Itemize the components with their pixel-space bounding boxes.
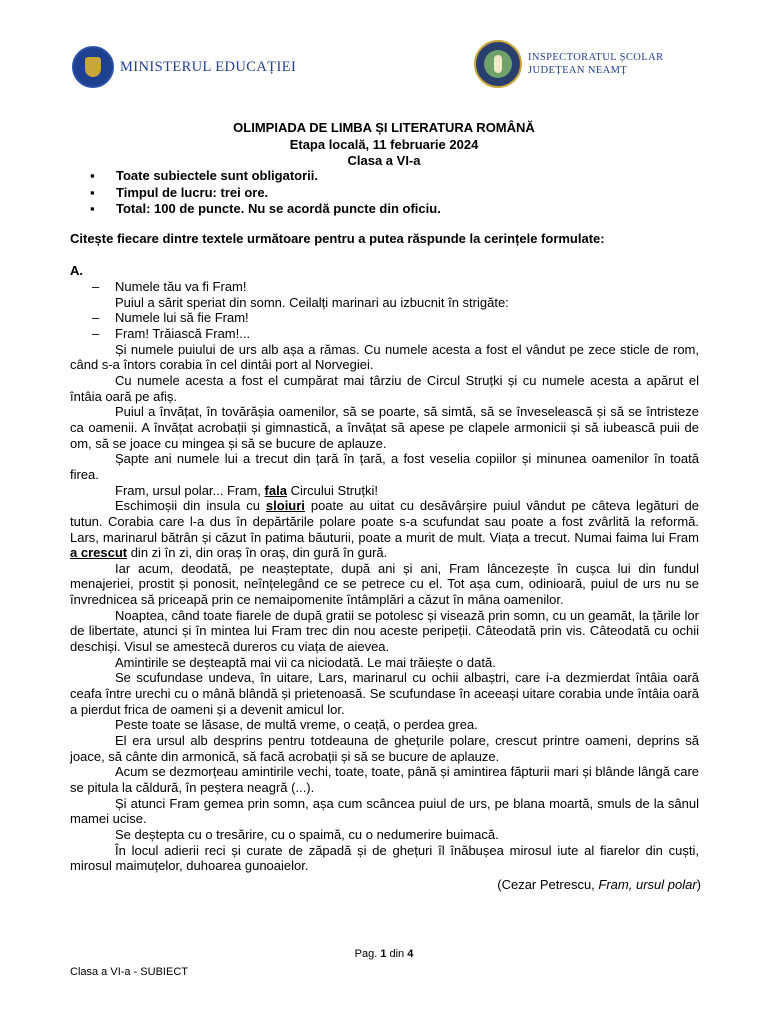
ministry-logo	[72, 46, 296, 88]
source-open: (Cezar Petrescu,	[497, 877, 599, 892]
rule-item: ▪ Timpul de lucru: trei ore.	[90, 185, 441, 202]
instruction: Citește fiecare dintre textele următoare pentru a putea răspunde la cerințele formulate:	[70, 231, 605, 246]
paragraph: Se scufundase undeva, în uitare, Lars, marinarul cu ochii albaștri, care i-a dezmierdat întâia oară ceafa între urechi cu o mână blândă și prietenoasă. Se scufundase în aceeași uitare corabia unde întâia oară a pierdut frica de oameni și a devenit amicul lor.	[70, 670, 699, 717]
inspectorate-emblem-icon	[474, 40, 522, 88]
paragraph: Amintirile se deșteaptă mai vii ca niciodată. Le mai trăiește o dată.	[115, 654, 496, 670]
paragraph: Și atunci Fram gemea prin somn, așa cum scâncea puiul de urs, pe blana moartă, smuls de la sânul mamei ucise.	[70, 795, 699, 827]
source-title: Fram, ursul polar	[598, 877, 697, 892]
paragraph: Se deștepta cu o tresărire, cu o spaimă, cu o nedumerire buimacă.	[115, 826, 499, 842]
page-total: 4	[407, 948, 414, 960]
paragraph: Șapte ani numele lui a trecut din țară în țară, a fost veselia copiilor și minunea oamenilor în toată firea.	[70, 451, 699, 482]
text-span: Fram, ursul polar... Fram,	[115, 482, 265, 498]
page-current: 1	[380, 948, 387, 960]
text-span: poate au uitat cu desăvârșire puiul vândut pe câteva legături de tutun. Corabia care l-a dus în depărtările polare poate s-a scufundat sau poate a fost zvârlită la reformă. Lars, marinarul bătrân și căzut în patima băuturii, poate a murit de mult. Viața a trecut. Numai faima lui Fram	[70, 498, 700, 545]
text-span: din zi în zi, din oraș în oraș, din gură în gură.	[127, 545, 388, 561]
dialogue-line: – Numele tău va fi Fram!	[70, 279, 699, 295]
rule-item: ▪ Total: 100 de puncte. Nu se acordă puncte din oficiu.	[90, 201, 441, 218]
inspectorate-line2: JUDEȚEAN NEAMȚ	[528, 65, 628, 76]
page-number	[0, 948, 768, 960]
inspectorate-line1: INSPECTORATUL ȘCOLAR	[528, 52, 664, 63]
dialogue-line: – Numele lui să fie Fram!	[70, 310, 699, 326]
inspectorate-logo	[474, 40, 663, 88]
title-line2: Etapa locală, 11 februarie 2024	[289, 136, 479, 152]
text-span: Eschimoșii din insula cu	[115, 498, 266, 514]
ministry-seal-icon	[72, 46, 114, 88]
paragraph: El era ursul alb desprins pentru totdeauna de ghețurile polare, crescut printre oameni, deprins să joace, să cânte din armonică, să facă acrobații și să se bucure de aplauze.	[70, 733, 699, 764]
underlined-word: sloiuri	[265, 498, 305, 514]
exam-rules	[90, 168, 441, 218]
paragraph: Puiul a învățat, în tovărășia oamenilor, să se poarte, să simtă, să se înveselească și să se întristeze ca oamenii. A învățat acrobații și gimnastică, a învățat să apese pe clapele armonicii și să iubească puii de om, să se joace cu mingea și să se bucure de aplauze.	[70, 404, 699, 451]
paragraph: Iar acum, deodată, pe neașteptate, după ani și ani, Fram lâncezește în cușca lui din fundul menajeriei, prostit și ponosit, neînțelegând ce se petrece cu el. Tot așa cum, odinioară, puiul de urs nu se învrednicea să priceapă prin ce nemaipomenite întâmplări a căzut în mâna oamenilor.	[70, 560, 699, 608]
inspectorate-name	[528, 51, 663, 77]
text-span: Circului Struțki!	[286, 482, 378, 498]
exam-title	[0, 120, 768, 170]
paragraph: Și numele puiului de urs alb așa a rămas. Cu numele acesta a fost el vândut pe zece sticle de rom, când s-a întors corabia în cel dintâi port al Norvegiei.	[70, 341, 699, 373]
underlined-word: a crescut	[70, 545, 128, 561]
paragraph: În locul adierii reci și curate de zăpadă și de ghețuri îl înăbușea mirosul iute al fiarelor din cuști, mirosul maimuțelor, duhoarea gunoaielor.	[70, 842, 699, 874]
paragraph: Peste toate se lăsase, de multă vreme, o ceață, o perdea grea.	[115, 717, 478, 733]
title-line1: OLIMPIADA DE LIMBA ȘI LITERATURA ROMÂNĂ	[233, 120, 535, 135]
rule-item: ▪ Toate subiectele sunt obligatorii.	[90, 168, 441, 185]
source-citation	[497, 877, 701, 892]
paragraph: Puiul a sărit speriat din somn. Ceilalți marinari au izbucnit în strigăte:	[115, 294, 509, 310]
story-text	[70, 279, 699, 874]
underlined-word: fala	[264, 482, 287, 498]
paragraph: Noaptea, când toate fiarele de după gratii se potolesc și visează prin somn, cu un geamăt, la țările lor de libertate, atunci și în mintea lui Fram trec din nou aceste peripeții. Câteodată prin vis. Câteodată cu ochii deschiși. Visul se amestecă dureros cu viața de aievea.	[70, 607, 699, 655]
page-prefix: Pag.	[354, 948, 381, 960]
page-middle: din	[386, 948, 408, 960]
paragraph	[70, 498, 699, 561]
dialogue-line: – Fram! Trăiască Fram!...	[70, 326, 699, 342]
paragraph: Cu numele acesta a fost el cumpărat mai târziu de Circul Struțki și cu numele acesta a apărut el întâia oară pe afiș.	[70, 372, 699, 404]
source-close: )	[696, 877, 701, 892]
footer-label: Clasa a VI-a - SUBIECT	[70, 966, 188, 978]
title-line3: Clasa a VI-a	[347, 153, 421, 168]
paragraph: Acum se dezmorțeau amintirile vechi, toate, toate, până și amintirea făpturii mari și blânde lângă care se pitula la căldură, în peștera neagră (...).	[70, 764, 699, 795]
section-label: A.	[70, 263, 83, 278]
paragraph	[70, 483, 699, 499]
ministry-name: MINISTERUL EDUCAȚIEI	[120, 58, 297, 75]
